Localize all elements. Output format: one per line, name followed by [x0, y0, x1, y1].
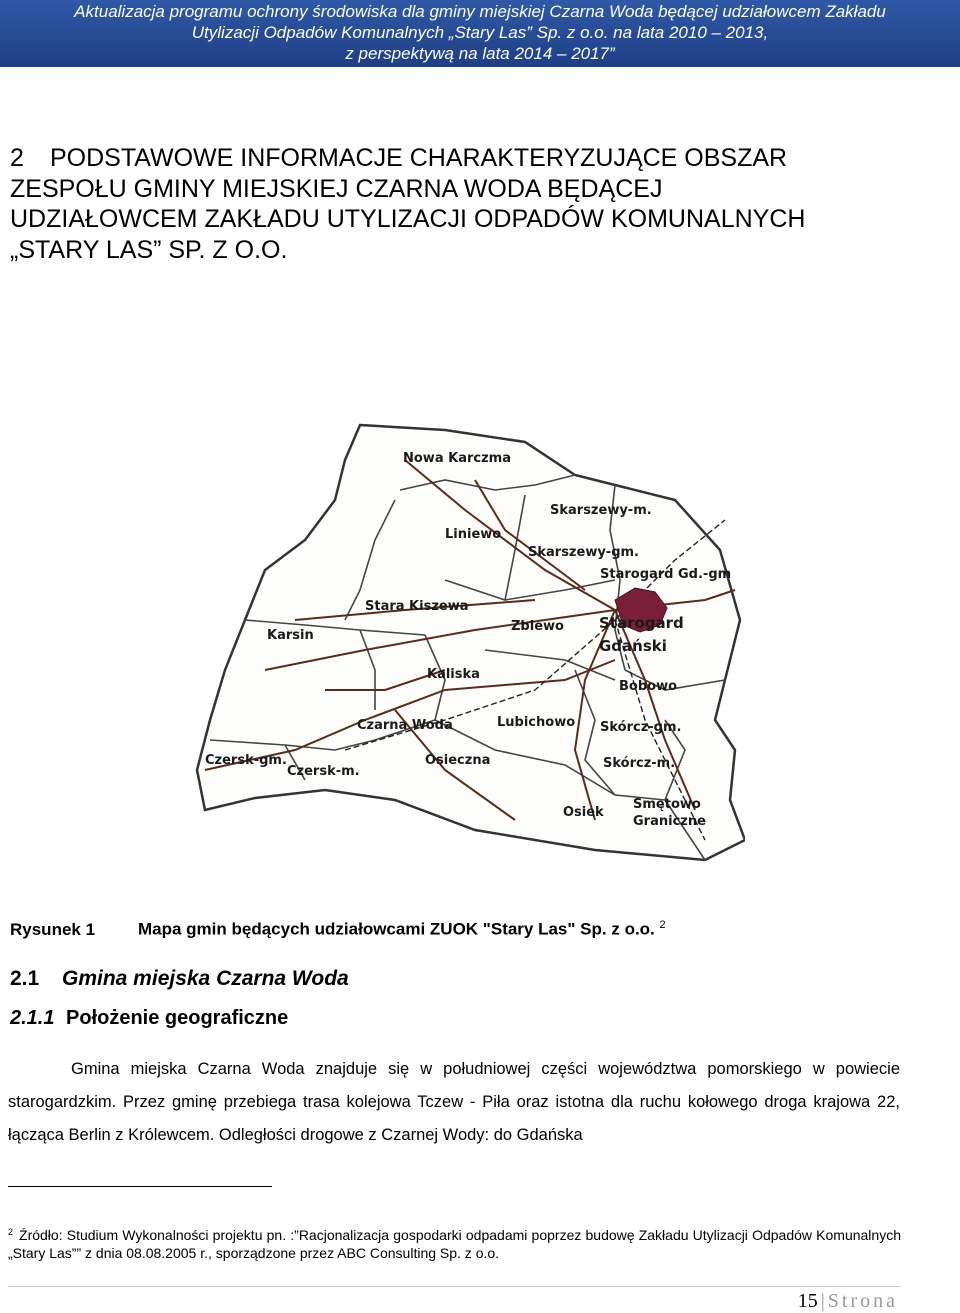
map-label-liniewo: Liniewo: [445, 527, 502, 542]
map-label-nowa-karczma: Nowa Karczma: [403, 451, 511, 466]
subsection-title: Położenie geograficzne: [66, 1007, 289, 1029]
figure-caption-text: Mapa gmin będących udziałowcami ZUOK "Stary Las" Sp. z o.o.: [138, 919, 655, 939]
map-label-czersk-m: Czersk-m.: [287, 764, 360, 779]
figure-label: Rysunek 1: [10, 919, 96, 939]
chapter-title-line-4: „STARY LAS” SP. Z O.O.: [10, 235, 288, 264]
map-label-graniczne: Graniczne: [633, 814, 706, 829]
footnote-divider: [8, 1186, 272, 1187]
map-label-skorcz-gm: Skórcz-gm.: [600, 720, 682, 735]
map-label-czersk-gm: Czersk-gm.: [205, 753, 287, 768]
footnote-reference: 2: [659, 919, 666, 931]
map-label-smetowo: Smętowo: [633, 797, 701, 812]
municipalities-map: [145, 420, 745, 875]
page-number-separator: |: [820, 1290, 825, 1312]
page-number-value: 15: [797, 1290, 818, 1312]
footnote: [8, 1223, 901, 1262]
chapter-title-line-1: PODSTAWOWE INFORMACJE CHARAKTERYZUJĄCE OBSZAR: [50, 144, 788, 172]
chapter-title-line-3: UDZIAŁOWCEM ZAKŁADU UTYLIZACJI ODPADÓW KOMUNALNYCH: [10, 205, 806, 233]
map-label-osieczna: Osieczna: [425, 753, 491, 768]
figure-caption: [10, 919, 666, 940]
chapter-title-line-2: ZESPOŁU GMINY MIEJSKIEJ CZARNA WODA BĘDĄCEJ: [10, 174, 663, 203]
chapter-heading: [10, 143, 940, 265]
running-header: [0, 0, 960, 67]
map-label-osiek: Osiek: [563, 805, 604, 820]
subsection-heading: [10, 1007, 288, 1030]
map-drawing: [145, 420, 745, 875]
chapter-number: 2: [10, 144, 24, 172]
map-label-zblewo: Zblewo: [511, 619, 564, 634]
section-title: Gmina miejska Czarna Woda: [62, 967, 349, 990]
map-label-starogard-gd-gm: Starogard Gd.-gm: [600, 567, 732, 582]
map-label-skarszewy-gm: Skarszewy-gm.: [528, 545, 639, 560]
subsection-number: 2.1.1: [10, 1007, 55, 1029]
map-label-gdanski: Gdański: [599, 637, 667, 655]
footnote-text: Źródło: Studium Wykonalności projektu pn. :”Racjonalizacja gospodarki odpadami poprzez budowę Zakładu Utylizacji Odpadów Komunalnych „Stary Las”” z dnia 08.08.2005 r., sporządzone przez ABC Consulting Sp. z o.o.: [8, 1227, 901, 1261]
map-label-czarna-woda: Czarna Woda: [357, 718, 453, 733]
map-label-starogard: Starogard: [599, 614, 684, 632]
body-paragraph: Gmina miejska Czarna Woda znajduje się w południowej części województwa pomorskiego w powiecie starogardzkim. Przez gminę przebiega trasa kolejowa Tczew - Piła oraz istotna dla ruchu kołowego droga krajowa 22, łącząca Berlin z Królewcem. Odległości drogowe z Czarnej Wody: do Gdańska: [8, 1060, 900, 1144]
map-label-lubichowo: Lubichowo: [497, 715, 576, 730]
header-line-3: z perspektywą na lata 2014 – 2017”: [345, 44, 615, 63]
page-footer-divider: [8, 1286, 900, 1287]
map-label-skarszewy-m: Skarszewy-m.: [550, 503, 652, 518]
map-label-bobowo: Bobowo: [619, 679, 678, 694]
page-word: Strona: [827, 1290, 898, 1312]
map-label-stara-kiszewa: Stara Kiszewa: [365, 599, 469, 614]
section-heading: [10, 967, 349, 991]
header-line-1: Aktualizacja programu ochrony środowiska dla gminy miejskiej Czarna Woda będącej udziałowcem Zakładu: [74, 2, 886, 21]
header-line-2: Utylizacji Odpadów Komunalnych „Stary Las” Sp. z o.o. na lata 2010 – 2013,: [191, 23, 769, 42]
map-label-kaliska: Kaliska: [427, 667, 480, 682]
footnote-mark: 2: [8, 1227, 14, 1237]
section-number: 2.1: [10, 967, 40, 990]
map-label-skorcz-m: Skórcz-m.: [603, 756, 676, 771]
map-label-karsin: Karsin: [267, 628, 314, 643]
